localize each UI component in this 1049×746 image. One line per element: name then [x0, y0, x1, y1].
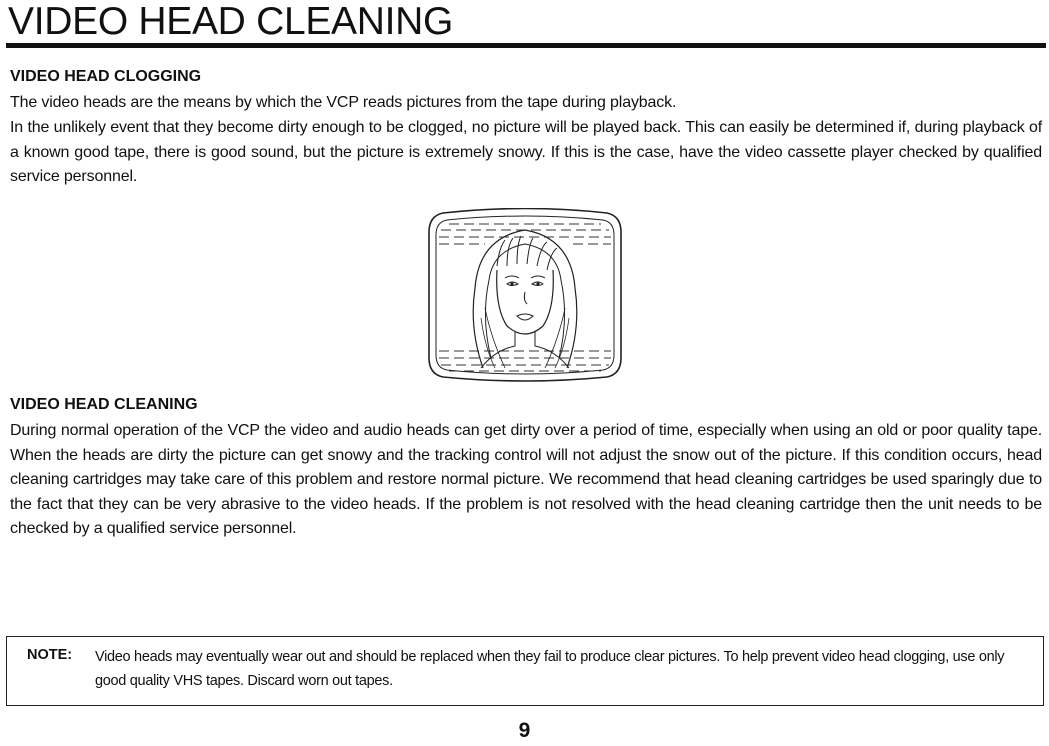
tv-screen-snowy-picture-icon [425, 208, 625, 382]
page-title: VIDEO HEAD CLEANING [8, 0, 454, 43]
clogging-paragraph-1: The video heads are the means by which the VCP reads pictures from the tape during playback. [10, 94, 677, 111]
cleaning-paragraph: During normal operation of the VCP the video and audio heads can get dirty over a period of time, especially when using an old or poor quality tape. When the heads are dirty the picture can get snowy and the tracking control will not adjust the snow out of the picture. If this condition occurs, head cleaning cartridges may take care of this problem and restore normal picture. We recommend that head cleaning cartridges be used sparingly due to the fact that they can be very abrasive to the video heads. If the problem is not resolved with the head cleaning cartridge then the unit needs to be checked by a qualified service personnel. [10, 422, 1042, 537]
note-label: NOTE: [27, 647, 73, 663]
page-number: 9 [518, 719, 531, 742]
title-divider [6, 43, 1046, 48]
clogging-heading: VIDEO HEAD CLOGGING [10, 68, 202, 85]
cleaning-heading: VIDEO HEAD CLEANING [10, 396, 198, 413]
note-box [6, 636, 1044, 706]
clogging-paragraph-2: In the unlikely event that they become dirty enough to be clogged, no picture will be played back. This can easily be determined if, during playback of a known good tape, there is good sound, but the picture is extremely snowy. If this is the case, have the video cassette player checked by qualified service personnel. [10, 119, 1042, 185]
note-text: Video heads may eventually wear out and should be replaced when they fail to produce clear pictures. To help prevent video head clogging, use only good quality VHS tapes. Discard worn out tapes. [95, 649, 1005, 689]
